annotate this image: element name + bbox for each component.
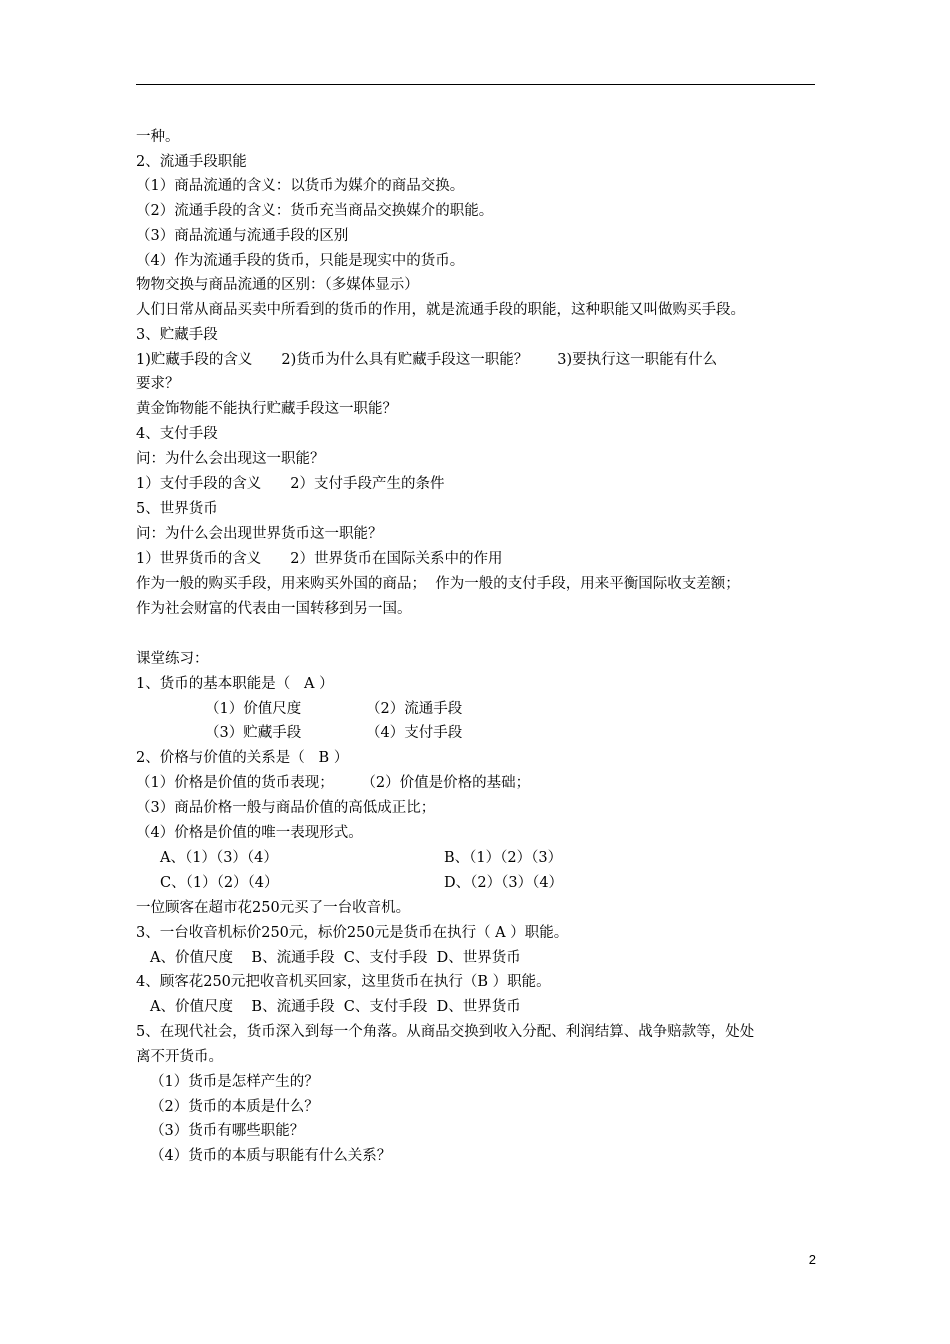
text-line: 1）世界货币的含义 2）世界货币在国际关系中的作用	[136, 551, 503, 567]
text-line: 问：为什么会出现这一职能？	[136, 451, 325, 467]
question-4: 4、顾客花250元把收音机买回家，这里货币在执行（B ）职能。	[136, 974, 551, 990]
sub-question: （3）货币有哪些职能？	[150, 1123, 305, 1139]
text-line: 要求？	[136, 376, 180, 392]
text-line: 一种。	[136, 129, 180, 145]
text-line: 作为社会财富的代表由一国转移到另一国。	[136, 601, 412, 617]
text-line: （2）流通手段的含义：货币充当商品交换媒介的职能。	[136, 203, 494, 219]
text-line: 问：为什么会出现世界货币这一职能？	[136, 526, 383, 542]
section-heading: 3、贮藏手段	[136, 327, 218, 343]
text-line: 1)贮藏手段的含义 2)货币为什么具有贮藏手段这一职能？ 3)要执行这一职能有什么	[136, 352, 718, 368]
header-rule	[136, 84, 815, 85]
text-line: 物物交换与商品流通的区别：（多媒体显示）	[136, 277, 419, 293]
text-line: （1）价格是价值的货币表现； （2）价值是价格的基础；	[136, 775, 531, 791]
option: （2）流通手段	[366, 701, 463, 717]
text-line: （1）商品流通的含义：以货币为媒介的商品交换。	[136, 178, 465, 194]
text-line: 人们日常从商品买卖中所看到的货币的作用，就是流通手段的职能，这种职能又叫做购买手段。	[136, 302, 745, 318]
text-line: 黄金饰物能不能执行贮藏手段这一职能？	[136, 401, 397, 417]
question-2: 2、价格与价值的关系是（ B ）	[136, 750, 349, 766]
option: C、（1）（2）（4）	[160, 875, 279, 891]
page-number: 2	[808, 1252, 816, 1267]
section-heading: 2、流通手段职能	[136, 154, 247, 170]
sub-question: （4）货币的本质与职能有什么关系？	[150, 1148, 392, 1164]
exercise-heading: 课堂练习：	[136, 651, 209, 667]
sub-question: （1）货币是怎样产生的？	[150, 1074, 319, 1090]
text-line: 1）支付手段的含义 2）支付手段产生的条件	[136, 476, 445, 492]
question-1: 1、货币的基本职能是（ A ）	[136, 676, 334, 692]
option: B、（1）（2）（3）	[444, 850, 563, 866]
text-line: 一位顾客在超市花250元买了一台收音机。	[136, 900, 411, 916]
options-row: A、价值尺度 B、流通手段 C、支付手段 D、世界货币	[150, 950, 521, 966]
option: （1）价值尺度	[205, 701, 302, 717]
question-3: 3、一台收音机标价250元，标价250元是货币在执行（ A ）职能。	[136, 925, 569, 941]
section-heading: 4、支付手段	[136, 426, 218, 442]
options-row: A、价值尺度 B、流通手段 C、支付手段 D、世界货币	[150, 999, 521, 1015]
sub-question: （2）货币的本质是什么？	[150, 1099, 319, 1115]
text-line: （4）价格是价值的唯一表现形式。	[136, 825, 363, 841]
text-line: （3）商品价格一般与商品价值的高低成正比；	[136, 800, 436, 816]
option: D、（2）（3）（4）	[444, 875, 564, 891]
text-line: 作为一般的购买手段，用来购买外国的商品； 作为一般的支付手段，用来平衡国际收支差额；	[136, 576, 740, 592]
text-line: 离不开货币。	[136, 1049, 223, 1065]
option: （3）贮藏手段	[205, 725, 302, 741]
text-line: （4）作为流通手段的货币，只能是现实中的货币。	[136, 253, 465, 269]
section-heading: 5、世界货币	[136, 501, 218, 517]
option: （4）支付手段	[366, 725, 463, 741]
option: A、（1）（3）（4）	[160, 850, 278, 866]
text-line: （3）商品流通与流通手段的区别	[136, 228, 349, 244]
question-5: 5、在现代社会，货币深入到每一个角落。从商品交换到收入分配、利润结算、战争赔款等，处处	[136, 1024, 755, 1040]
